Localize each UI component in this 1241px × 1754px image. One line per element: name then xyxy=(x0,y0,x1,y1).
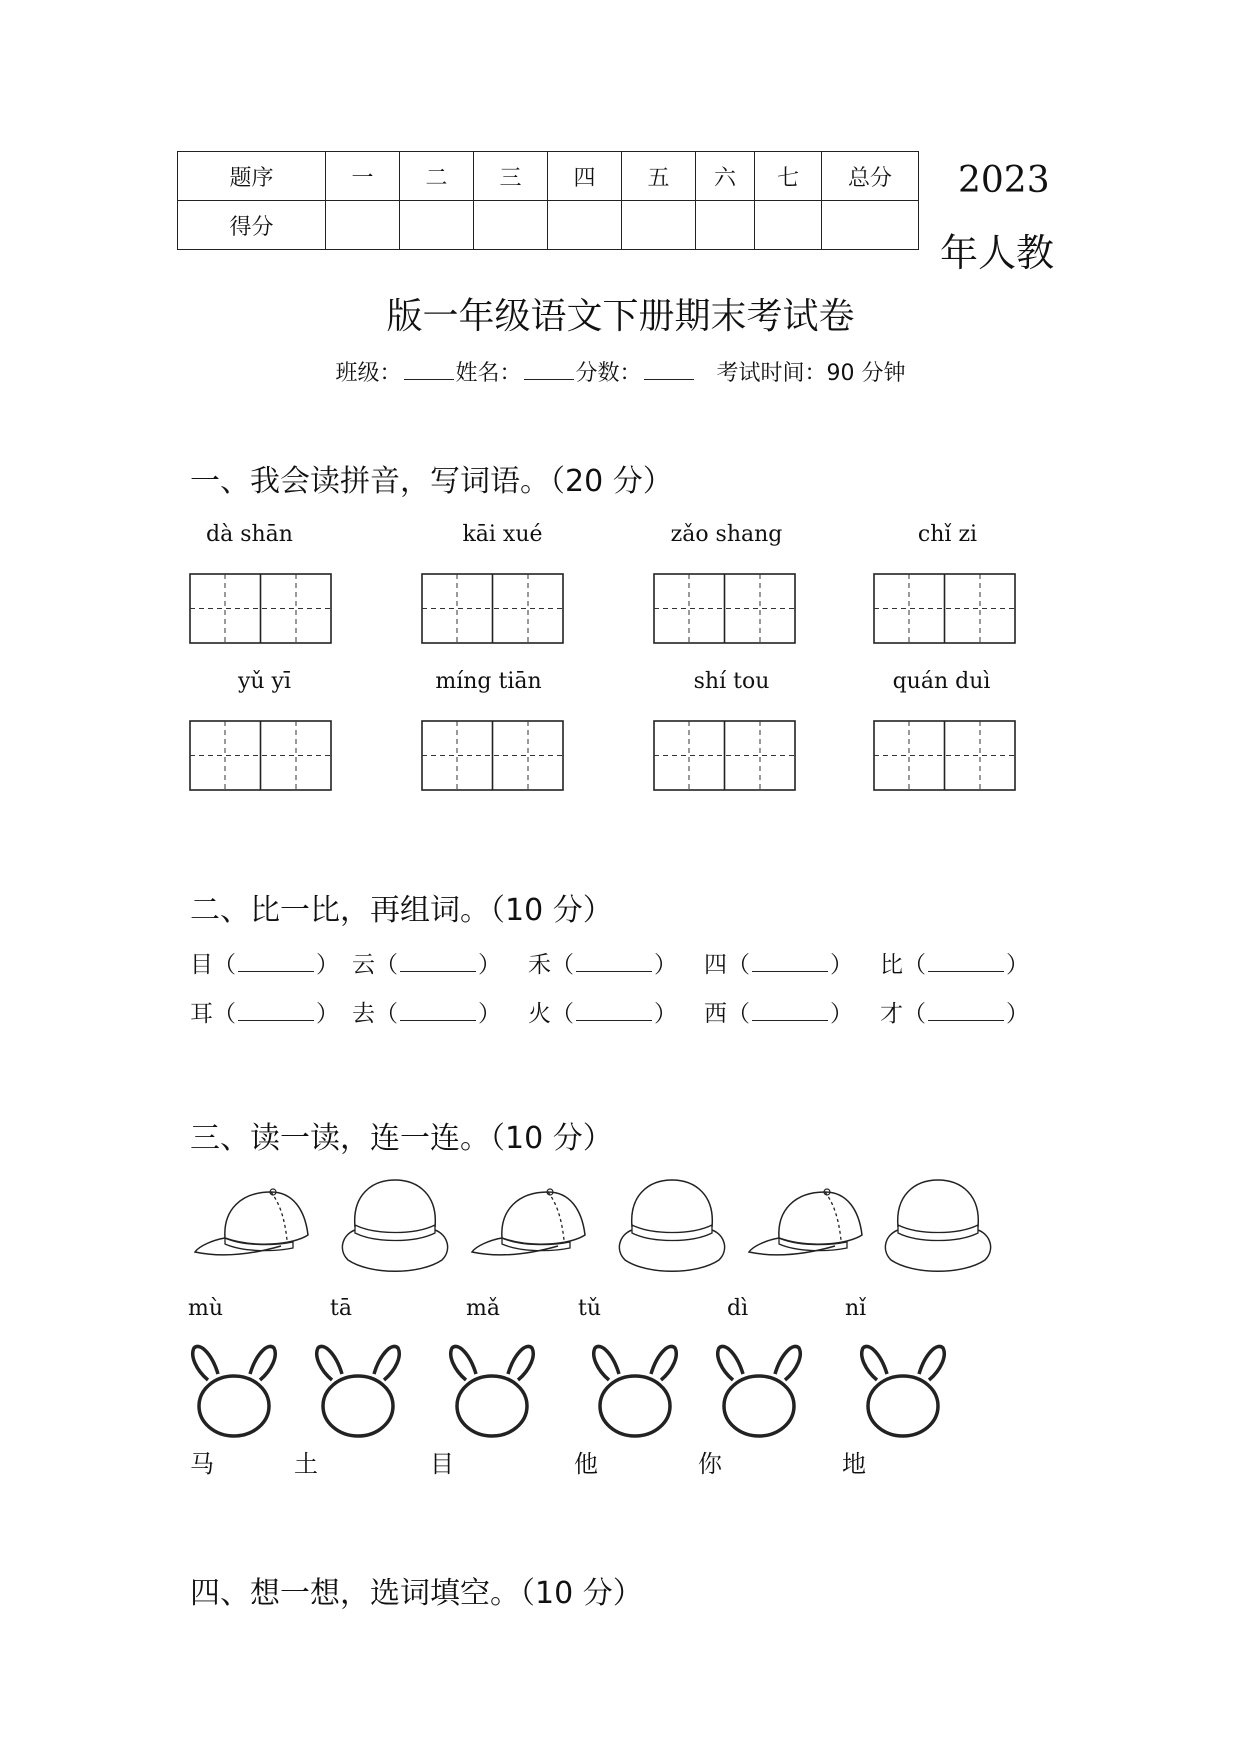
score-input-cell[interactable] xyxy=(474,201,548,250)
word-char: 火 xyxy=(528,1001,551,1027)
baseball-cap-icon xyxy=(747,1180,872,1275)
page-title: 版一年级语文下册期末考试卷 xyxy=(386,296,855,337)
writing-grid[interactable] xyxy=(421,573,564,644)
open-paren: （ xyxy=(903,952,926,978)
word-char: 云 xyxy=(352,952,375,978)
close-paren: ） xyxy=(478,1001,501,1027)
open-paren: （ xyxy=(551,952,574,978)
score-input-cell[interactable] xyxy=(622,201,696,250)
bowler-hat-icon xyxy=(883,1175,993,1275)
score-input-cell[interactable] xyxy=(548,201,622,250)
word-blank[interactable] xyxy=(238,1002,314,1021)
bowler-hat-icon xyxy=(617,1175,727,1275)
writing-grid[interactable] xyxy=(653,573,796,644)
section3-title: 三、读一读，连一连。（10 分） xyxy=(190,1121,613,1156)
score-blank[interactable] xyxy=(644,359,694,380)
open-paren: （ xyxy=(727,952,750,978)
match-pinyin: mù xyxy=(188,1296,224,1321)
word-group-item xyxy=(190,946,339,979)
pinyin-label: kāi xué xyxy=(462,522,543,547)
name-label: 姓名： xyxy=(455,361,522,386)
open-paren: （ xyxy=(727,1001,750,1027)
close-paren: ） xyxy=(316,1001,339,1027)
score-table-cell: 六 xyxy=(696,152,755,201)
score-input-cell[interactable] xyxy=(400,201,474,250)
title-year: 2023 xyxy=(958,160,1050,201)
score-table-header-row xyxy=(178,152,919,201)
score-row-label: 得分 xyxy=(178,201,326,250)
title-line2: 年人教 xyxy=(940,231,1055,275)
word-group-item xyxy=(190,995,339,1028)
bunny-icon xyxy=(855,1340,951,1440)
match-character: 土 xyxy=(294,1450,318,1478)
close-paren: ） xyxy=(830,1001,853,1027)
class-label: 班级： xyxy=(335,361,402,386)
word-blank[interactable] xyxy=(576,1002,652,1021)
pinyin-label: quán duì xyxy=(892,669,991,694)
match-pinyin: nǐ xyxy=(845,1296,867,1321)
section1-title: 一、我会读拼音，写词语。（20 分） xyxy=(190,464,673,499)
word-char: 耳 xyxy=(190,1001,213,1027)
pinyin-label: míng tiān xyxy=(435,669,542,694)
score-table-cell: 七 xyxy=(755,152,822,201)
writing-grid[interactable] xyxy=(873,573,1016,644)
bowler-hat-icon xyxy=(340,1175,450,1275)
close-paren: ） xyxy=(478,952,501,978)
match-pinyin: dì xyxy=(727,1296,749,1321)
close-paren: ） xyxy=(830,952,853,978)
pinyin-label: zǎo shang xyxy=(670,522,783,547)
word-blank[interactable] xyxy=(928,953,1004,972)
score-table-cell: 四 xyxy=(548,152,622,201)
word-blank[interactable] xyxy=(400,1002,476,1021)
writing-grid[interactable] xyxy=(653,720,796,791)
score-table xyxy=(177,151,919,250)
score-table-cell: 一 xyxy=(326,152,400,201)
close-paren: ） xyxy=(1006,952,1029,978)
close-paren: ） xyxy=(1006,1001,1029,1027)
close-paren: ） xyxy=(654,952,677,978)
open-paren: （ xyxy=(551,1001,574,1027)
score-table-score-row xyxy=(178,201,919,250)
match-character: 你 xyxy=(698,1450,722,1478)
bunny-icon xyxy=(186,1340,282,1440)
match-character: 地 xyxy=(842,1450,866,1478)
open-paren: （ xyxy=(213,952,236,978)
pinyin-label: shí tou xyxy=(693,669,770,694)
word-blank[interactable] xyxy=(928,1002,1004,1021)
open-paren: （ xyxy=(903,1001,926,1027)
word-group-item xyxy=(880,946,1029,979)
match-pinyin: tā xyxy=(330,1296,352,1321)
score-table-cell: 题序 xyxy=(178,152,326,201)
student-info-line xyxy=(0,356,1241,387)
word-blank[interactable] xyxy=(238,953,314,972)
bunny-icon xyxy=(587,1340,683,1440)
bunny-icon xyxy=(444,1340,540,1440)
writing-grid[interactable] xyxy=(421,720,564,791)
class-blank[interactable] xyxy=(404,359,454,380)
word-blank[interactable] xyxy=(752,953,828,972)
match-pinyin: tǔ xyxy=(578,1296,602,1321)
open-paren: （ xyxy=(213,1001,236,1027)
word-char: 西 xyxy=(704,1001,727,1027)
pinyin-label: yǔ yī xyxy=(237,669,292,694)
name-blank[interactable] xyxy=(524,359,574,380)
word-group-item xyxy=(704,995,853,1028)
open-paren: （ xyxy=(375,952,398,978)
exam-time-label: 考试时间：90 分钟 xyxy=(716,361,906,386)
score-input-cell[interactable] xyxy=(822,201,919,250)
match-pinyin: mǎ xyxy=(466,1296,500,1321)
word-char: 目 xyxy=(190,952,213,978)
word-group-item xyxy=(880,995,1029,1028)
score-table-cell: 二 xyxy=(400,152,474,201)
pinyin-label: dà shān xyxy=(206,522,293,547)
word-blank[interactable] xyxy=(752,1002,828,1021)
score-table-cell: 总分 xyxy=(822,152,919,201)
match-character: 目 xyxy=(430,1450,454,1478)
word-blank[interactable] xyxy=(576,953,652,972)
word-char: 四 xyxy=(704,952,727,978)
writing-grid[interactable] xyxy=(873,720,1016,791)
baseball-cap-icon xyxy=(470,1180,595,1275)
score-input-cell[interactable] xyxy=(755,201,822,250)
word-blank[interactable] xyxy=(400,953,476,972)
word-char: 比 xyxy=(880,952,903,978)
writing-grid[interactable] xyxy=(189,573,332,644)
word-group-item xyxy=(528,946,677,979)
score-table-cell: 三 xyxy=(474,152,548,201)
bunny-icon xyxy=(310,1340,406,1440)
section4-title: 四、想一想，选词填空。（10 分） xyxy=(190,1576,643,1611)
word-group-item xyxy=(352,946,501,979)
word-char: 才 xyxy=(880,1001,903,1027)
open-paren: （ xyxy=(375,1001,398,1027)
close-paren: ） xyxy=(654,1001,677,1027)
word-char: 禾 xyxy=(528,952,551,978)
score-label: 分数： xyxy=(575,361,642,386)
word-group-item xyxy=(704,946,853,979)
match-character: 他 xyxy=(574,1450,598,1478)
score-table-cell: 五 xyxy=(622,152,696,201)
baseball-cap-icon xyxy=(193,1180,318,1275)
word-group-item xyxy=(352,995,501,1028)
section2-title: 二、比一比，再组词。（10 分） xyxy=(190,893,613,928)
word-char: 去 xyxy=(352,1001,375,1027)
bunny-icon xyxy=(711,1340,807,1440)
score-input-cell[interactable] xyxy=(326,201,400,250)
close-paren: ） xyxy=(316,952,339,978)
writing-grid[interactable] xyxy=(189,720,332,791)
word-group-item xyxy=(528,995,677,1028)
pinyin-label: chǐ zi xyxy=(917,522,978,547)
match-character: 马 xyxy=(190,1450,214,1478)
score-input-cell[interactable] xyxy=(696,201,755,250)
